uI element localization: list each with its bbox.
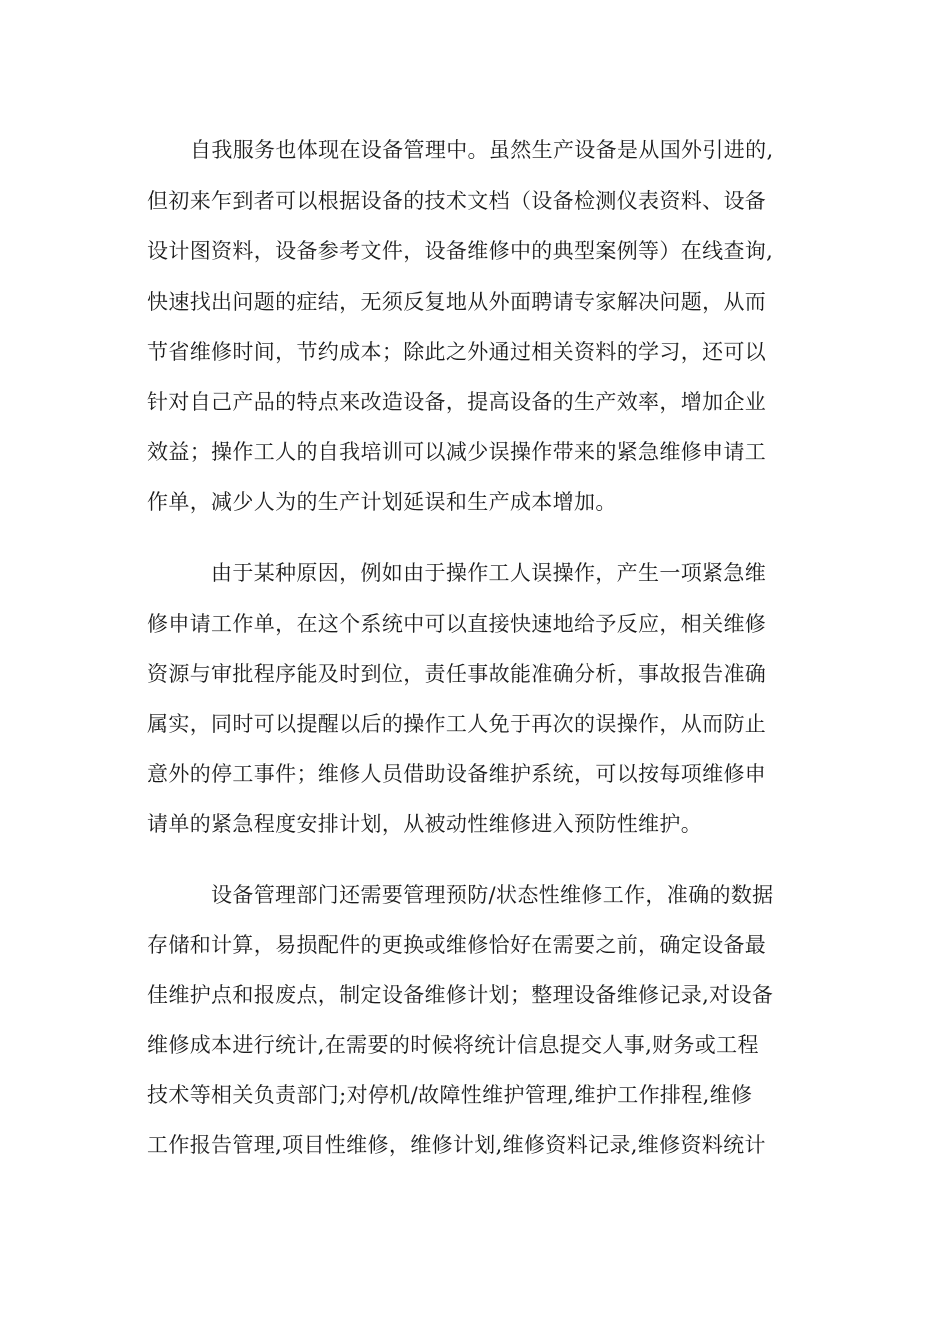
paragraph-1-line-3: 设计图资料，设备参考文件，设备维修中的典型案例等）在线查询, bbox=[147, 239, 774, 263]
paragraph-1-line-7: 效益；操作工人的自我培训可以减少误操作带来的紧急维修申请工 bbox=[147, 440, 767, 464]
paragraph-3-line-2: 存储和计算，易损配件的更换或维修恰好在需要之前，确定设备最 bbox=[147, 933, 767, 957]
paragraph-1-line-5: 节省维修时间，节约成本；除此之外通过相关资料的学习，还可以 bbox=[147, 340, 767, 364]
paragraph-1-line-8: 作单，减少人为的生产计划延误和生产成本增加。 bbox=[147, 490, 617, 514]
paragraph-1-line-1: 自我服务也体现在设备管理中。虽然生产设备是从国外引进的, bbox=[190, 138, 774, 162]
paragraph-3-line-1: 设备管理部门还需要管理预防/状态性维修工作，准确的数据 bbox=[211, 883, 774, 907]
paragraph-3-line-3: 佳维护点和报废点，制定设备维修计划；整理设备维修记录,对设备 bbox=[147, 983, 774, 1007]
paragraph-2-line-2: 修申请工作单，在这个系统中可以直接快速地给予反应，相关维修 bbox=[147, 612, 767, 636]
paragraph-1-line-6: 针对自己产品的特点来改造设备，提高设备的生产效率，增加企业 bbox=[147, 390, 767, 414]
paragraph-2-line-6: 请单的紧急程度安排计划，从被动性维修进入预防性维护。 bbox=[147, 812, 703, 836]
paragraph-2-line-4: 属实，同时可以提醒以后的操作工人免于再次的误操作，从而防止 bbox=[147, 712, 767, 736]
paragraph-3-line-4: 维修成本进行统计,在需要的时候将统计信息提交人事,财务或工程 bbox=[147, 1033, 759, 1057]
paragraph-3-line-5: 技术等相关负责部门;对停机/故障性维护管理,维护工作排程,维修 bbox=[147, 1083, 753, 1107]
paragraph-3-line-6: 工作报告管理,项目性维修，维修计划,维修资料记录,维修资料统计 bbox=[147, 1133, 766, 1157]
paragraph-2-line-5: 意外的停工事件；维修人员借助设备维护系统，可以按每项维修申 bbox=[147, 762, 767, 786]
paragraph-1-line-4: 快速找出问题的症结，无须反复地从外面聘请专家解决问题，从而 bbox=[147, 290, 767, 314]
paragraph-2-line-1: 由于某种原因，例如由于操作工人误操作，产生一项紧急维 bbox=[211, 561, 767, 585]
paragraph-2-line-3: 资源与审批程序能及时到位，责任事故能准确分析，事故报告准确 bbox=[147, 662, 767, 686]
paragraph-1-line-2: 但初来乍到者可以根据设备的技术文档（设备检测仪表资料、设备 bbox=[147, 189, 767, 213]
